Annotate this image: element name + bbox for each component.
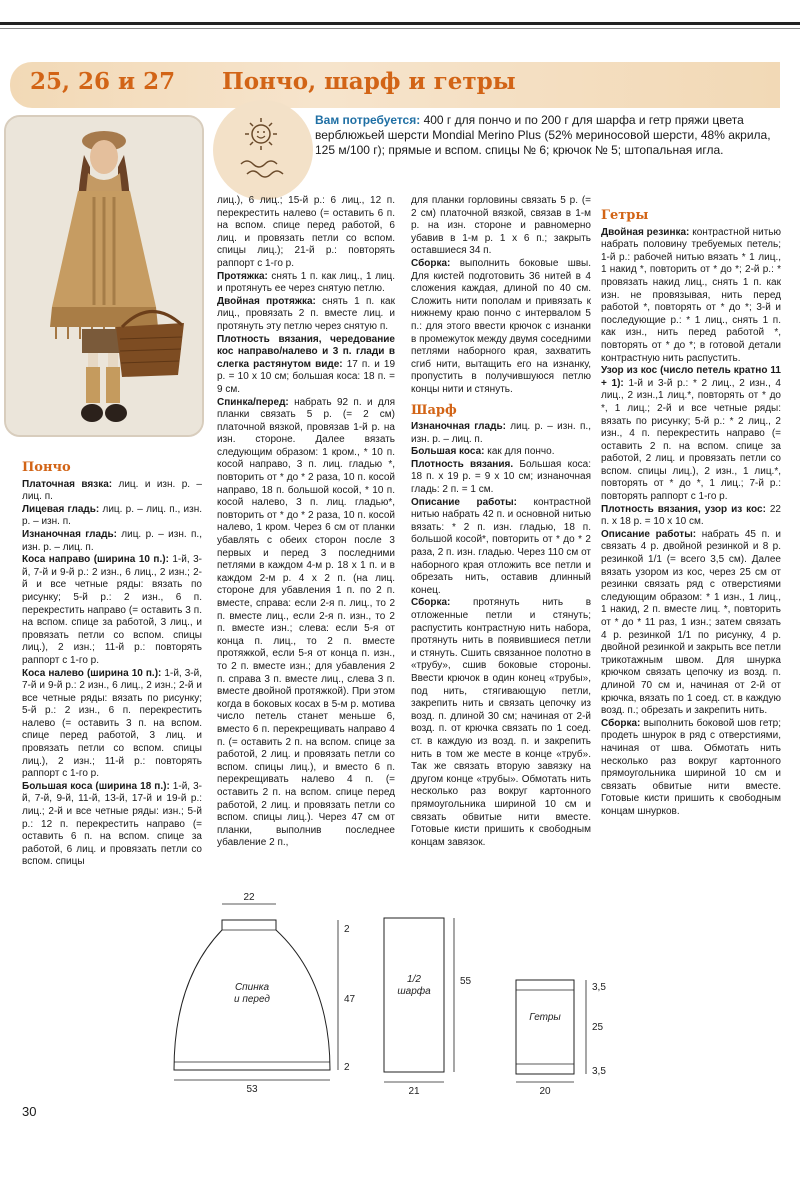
scarf-schematic [384, 918, 472, 1097]
term: Платочная вязка: [22, 478, 113, 490]
section-title-legwarmers: Гетры [601, 208, 649, 223]
term: Двойная протяжка: [217, 295, 316, 307]
term: Большая коса: [411, 446, 485, 458]
paragraph: лиц.), 6 лиц.; 15-й р.: 6 лиц., 12 п. перекрестить налево (= оставить 6 п. на вспом. спице перед работой, 6 лиц. и провязать петли со вспом. спицы лиц.); 21-й р.: повторять раппорт с 1-го р. [217, 195, 395, 269]
text: набрать 92 п. и для планки связать 5 р. (= 2 см) платочной вязкой, провязав 1-й р. на изн. стороне. Далее вязать следующим образом: 1 кром., * 10 п. косой направо, 3 п. лиц. гладью *, повторить от * до * 2 раза, 10 п. косой направо, 18 п. большой косой, * 10 п. косой налево, 3 п. лиц. гладью*, повторить от * до * 2 раза, 10 п. косой налево, 1 кром. Через 6 см от планки убавлять с обеих сторон после 3 первых и перед 3 последними петлями в каждом 4-м р. 18 х 1 п. и в каждом 2-м р. 4 х 2 п. (на лиц. стороне для убавления 1 п. по 2 п. вместе, справа: если 2-я п. лиц., то 2 п. вместе лиц., если 2-я п. изн., то 2 п. вместе изн.; слева: если 5-я от конца п. лиц., то 2 п. вместе протяжкой, если 5-я от конца п. изн., то 2 п. вместе изн.; для убавления 2 п. справа 3 п. вместе лиц., слева 3 п. вместе двойной протяжкой). При этом когда в боковых косах в 5-м р. мотива число петель станет меньше 6, вместо 6 п. перекрещивать направо 4 п. (= оставить 2 п. на вспом. спице за работой, 2 лиц. и провязать петли со вспом. спицы лиц.), и вместо 6 п. перекрещивать налево 4 п. (= оставить 2 п. на вспом. спице перед работой, 2 лиц. и провязать петли со вспом. спицы лиц.). Через 47 см от планки, выполнив последнее убавление 2 п., [217, 396, 395, 849]
scarf-label-2: шарфа [397, 986, 431, 997]
text: 17 п. и 19 р. = 10 х 10 см; большая коса: 18 п. = 9 см. [217, 358, 396, 395]
term: Плотность вязания, узор из кос: [601, 503, 766, 515]
term: Сборка: [601, 717, 641, 729]
text: лиц. р. – изн. п., изн. р. – лиц. п. [22, 528, 202, 553]
paragraph [411, 597, 591, 849]
paragraph [217, 334, 395, 397]
text: 1-й, 3-й, 7-й и 9-й р.: 2 изн., 6 лиц., 2 изн.; 2-й и все четные ряды: вязать по рисунку; 5-й р.: 2 изн., 6 п. перекрестить направо (= оставить 3 п. на вспом. спице за работой, 3 лиц., и провязать петли со вспом. спицы лиц.), 2 изн.; 11-й р.: повторять раппорт с 1-го р. [22, 554, 202, 666]
text: протянуть нить в отложенные петли и стянуть; распустить контрастную нить набора, протянуть нить в появившиеся петли и стянуть. Сшить связанное полотно в «трубу», сшив боковые стороны. Ввести крючок в один конец «трубы», под нить, стягивающую петли, закрепить нить и связать цепочку из возд. п. длиной 30 см; начиная от 2-й возд. п. от крючка связать по 1 соед. ст. в каждую из возд. п. и закрепить нить в том же месте в конце «труб». Так же связать вторую завязку на другом конце «трубы». Обмотать нить несколько раз вокруг картонного прямоугольника шириной 10 см и связать обвитые нити вместе. Готовые кисти пришить к свободным концам завязок. [411, 597, 591, 848]
materials-label: Вам потребуется: [315, 113, 421, 127]
text: как для пончо. [484, 446, 555, 458]
term: Спинка/перед: [217, 396, 289, 408]
sun-icon [213, 100, 313, 200]
legwarmer-width: 20 [539, 1086, 551, 1097]
legwarmer-top-height: 3,5 [592, 982, 606, 993]
paragraph [217, 296, 395, 334]
poncho-top-height: 2 [344, 924, 350, 935]
term: Большая коса (ширина 18 п.): [22, 780, 170, 792]
paragraph [411, 258, 591, 397]
pattern-diagrams [0, 890, 800, 1120]
poncho-top-width: 22 [243, 892, 255, 903]
paragraph [601, 718, 781, 819]
legwarmer-label: Гетры [529, 1012, 561, 1023]
paragraph [22, 554, 202, 667]
term: Изнаночная гладь: [411, 421, 506, 433]
poncho-bottom-width: 53 [246, 1084, 258, 1095]
poncho-label-1: Спинка [234, 982, 270, 993]
page-number: 30 [22, 1104, 37, 1119]
column-poncho-continued [217, 195, 395, 850]
term: Двойная резинка: [601, 226, 690, 238]
paragraph [601, 529, 781, 718]
paragraph [411, 497, 591, 598]
scarf-width: 21 [408, 1086, 420, 1097]
text: лиц. р. – изн. п., изн. р. – лиц. п. [411, 421, 591, 445]
paragraph [601, 504, 781, 529]
text: 22 п. х 18 р. = 10 х 10 см. [601, 503, 781, 528]
text: снять 1 п. как лиц., провязать 2 п. вместе лиц. и протянуть эту петлю через снятую п. [217, 295, 395, 332]
paragraph [601, 365, 781, 504]
paragraph [22, 529, 202, 554]
sun-decoration [213, 100, 313, 200]
paragraph [22, 504, 202, 529]
term: Плотность вязания. [411, 458, 514, 470]
term: Плотность вязания, чередование кос направо/налево и 3 п. глади в слегка растянутом виде: [217, 333, 395, 370]
scarf-label-1: 1/2 [407, 974, 421, 985]
materials-block [315, 113, 785, 158]
text: лиц. р. – лиц. п., изн. р. – изн. п. [22, 503, 203, 528]
text: 1-й, 3-й, 7-й и 9-й р.: 2 изн., 6 лиц., 2 изн.; 2-й и все четные ряды: вязать по рисунку; 5-й р.: 2 изн., 6 п. перекрестить налево (= оставить 3 п. на вспом. спице перед работой, 3 лиц. и провязать петли со вспом. спицы лиц.), 2 изн.; 11-й р.: повторять раппорт с 1-го р. [22, 667, 202, 780]
paragraph: для планки горловины связать 5 р. (= 2 см) платочной вязкой, связав в 1-м р. на изн. стороне и равномерно убавив в 1-м р. 1 х 6 п.; закрыть оставшиеся 34 п. [411, 195, 591, 257]
section-title-poncho: Пончо [22, 460, 71, 475]
text: 1-й, 3-й, 7-й, 9-й, 11-й, 13-й, 17-й и 19-й р.: лиц.; 2-й и все четные ряды: изн.; 5-й р.: 12 п. перекрестить направо (= оставить 6 п. на вспом. спице за работой, 6 лиц. и провязать петли со вспом. спицы [22, 780, 202, 868]
term: Сборка: [411, 257, 451, 269]
term: Сборка: [411, 597, 451, 609]
section-title-scarf: Шарф [411, 402, 457, 418]
paragraph [217, 397, 395, 850]
legwarmer-height: 25 [592, 1022, 604, 1033]
legwarmer-bottom-height: 3,5 [592, 1066, 606, 1077]
scarf-height: 55 [460, 976, 472, 987]
materials-text: 400 г для пончо и по 200 г для шарфа и гетр пряжи цвета верблюжьей шерсти Mondial Merino Plus (52% мериносовой шерсти, 48% акрила, 125 м/100 г); прямые и вспом. спицы № 6; крючок № 5; штопальная игла. [315, 113, 771, 157]
top-rule-thin [0, 28, 800, 29]
text: лиц. и изн. р. – лиц. п. [22, 478, 202, 503]
paragraph [601, 227, 781, 366]
text: выполнить боковые швы. Для кистей подготовить 36 нитей в 4 сложения каждая, длиной по 40 см. Сложить нити пополам и привязать к нижнему краю пончо с интервалом 5 п.: для этого ввести крючок с изнанки в промежуток между двумя соседними петлями наборного края, захватить сгиб нити, вытащить его на изнанку, пропустить в получившуюся петлю концы нити и стянуть. [411, 257, 591, 395]
girl-in-poncho-illustration [6, 117, 202, 435]
term: Описание работы: [601, 528, 697, 540]
paragraph [411, 446, 591, 459]
paragraph [22, 781, 202, 869]
paragraph [22, 668, 202, 781]
text: снять 1 п. как лиц., 1 лиц. и протянуть ее через снятую петлю. [217, 270, 395, 295]
paragraph [411, 459, 591, 497]
poncho-bottom-height: 2 [344, 1062, 350, 1073]
term: Коса налево (ширина 10 п.): [22, 667, 162, 679]
text: выполнить боковой шов гетр; продеть шнурок в ряд с отверстиями, начиная от шва. Обмотать нить несколько раз вокруг картонного прямоугольника шириной 10 см и связать обвитые нити вместе. Готовые кисти пришить к свободным концам шнурков. [601, 717, 781, 817]
text: контрастной нитью набрать 42 п. и основной нитью вязать: * 2 п. изн. гладью, 18 п. большой косой*, повторить от * до * 2 раза, 2 п. изн. гладью. Через 110 см от наборного края отложить все петли и обрезать нить, оставив длинный конец. [411, 496, 591, 596]
text: контрастной нитью набрать половину требуемых петель; 1-й р.: рабочей нитью вязать * 1 лиц., 1 накид *, повторить от * до *; 2-й р.: * провязать накид лиц., снять 1 п. как изн. не провязывая, нить перед работой *, повторять от * до *; 3-й и последующие р.: * 1 лиц., снять 1 п. как изн., нить перед работой *, повторять от * до *; в готовой детали контрастную нить распустить. [601, 226, 782, 364]
column-poncho [22, 462, 202, 869]
text: набрать 45 п. и связать 4 р. двойной резинкой и 8 р. резинкой 1/1 (= всего 3,5 см). Далее вязать узором из кос, через 25 см от резинки связать ряд с отверстиями следующим образом: * 1 изн., 1 лиц., 1 накид, 2 п. вместе лиц. *, повторить от * до * 11 раз, 1 изн.; затем связать 4 р. резинкой 1/1 по рисунку, 4 р. двойной резинкой и закрыть все петли трикотажным швом. Для шнурка крючком связать цепочку из возд. п. длиной 70 см и, начиная от 2-й от крючка, вязать по 1 соед. ст. в каждую возд. п.; обрезать и закрепить нить. [601, 528, 781, 717]
model-photo [4, 115, 204, 437]
term: Лицевая гладь: [22, 503, 100, 515]
paragraph [217, 271, 395, 296]
top-rule [0, 22, 800, 25]
poncho-label-2: и перед [234, 994, 270, 1005]
column-legwarmers [601, 210, 781, 819]
page-title: Пончо, шарф и гетры [222, 68, 516, 95]
poncho-schematic [174, 892, 356, 1095]
term: Коса направо (ширина 10 п.): [22, 554, 169, 566]
text: 1-й и 3-й р.: * 2 лиц., 2 изн., 4 лиц., 2 изн.,1 лиц.*, повторять от * до *, 1 лиц.; 2-й и все четные ряды: вязать по рисунку; 5-й р.: * 2 лиц., 2 изн., 4 п. перекрестить направо (= оставить 2 п. на вспом. спице за работой, 2 лиц. и провязать петли со вспом. спицы лиц.), 2 изн., 1 лиц.*, повторять от * до *, 1 лиц.; 7-й р.: повторять раппорт с 1-го р. [601, 377, 781, 503]
column-scarf [411, 195, 591, 849]
pattern-numbers: 25, 26 и 27 [30, 68, 176, 95]
poncho-height: 47 [344, 994, 356, 1005]
term: Протяжка: [217, 270, 268, 282]
text: Большая коса: 18 п. х 19 р. = 9 х 10 см; изнаночная гладь: 2 п. = 1 см. [411, 458, 591, 496]
paragraph [411, 421, 591, 446]
term: Изнаночная гладь: [22, 528, 117, 540]
legwarmer-schematic [516, 980, 606, 1097]
paragraph [22, 479, 202, 504]
term: Узор из кос (число петель кратно 11 + 1): [601, 365, 781, 389]
term: Описание работы: [411, 496, 517, 508]
